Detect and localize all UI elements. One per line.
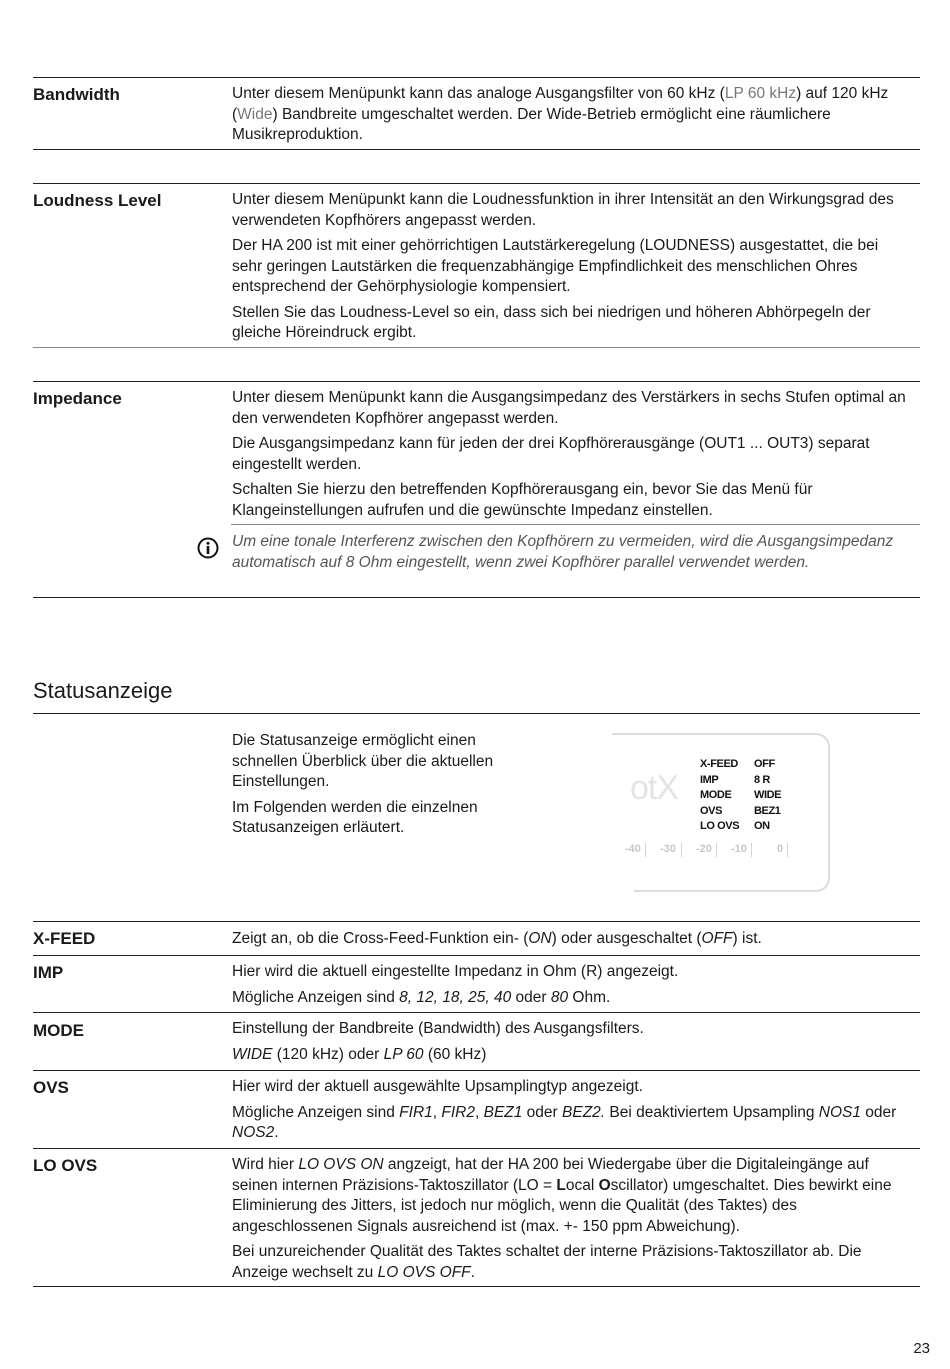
impedance-note: Um eine tonale Interferenz zwischen den Kopfhörern zu vermeiden, wird die Ausgangsimpedanz automatisch auf 8 Ohm eingestellt, wenn zwei Kopfhörer parallel verwendet werden. [232,533,894,571]
status-description-mode: Einstellung der Bandbreite (Bandwidth) des Ausgangsfilters. WIDE (120 kHz) oder LP 60 (60 kHz) [232,1020,644,1063]
display-scale-tick [645,843,646,857]
display-scale-tick [681,843,682,857]
divider [33,1286,920,1287]
display-scale-tick [716,843,717,857]
divider [33,1148,920,1149]
display-scale-tick [787,843,788,857]
display-value: OFF [754,758,775,770]
divider [33,955,920,956]
display-label: MODE [700,789,732,801]
setting-description-loudness: Unter diesem Menüpunkt kann die Loudnessfunktion in ihrer Intensität an den Wirkungsgrad des verwendeten Kopfhörers angepasst werden. Der HA 200 ist mit einer gehörrichtigen Lautstärkeregelung (LOUDNESS) ausgestattet, die bei sehr geringen Lautstärken die frequenzabhängige Empfindlichkeit des menschlichen Ohres entsprechend der Gehörphysiologie kompensiert. Stellen Sie das Loudness-Level so ein, dass sich bei niedrigen und höheren Abhörpegeln der gleiche Höreindruck ergibt. [232,191,894,341]
divider [33,1012,920,1013]
info-icon [197,537,219,559]
status-description-imp: Hier wird die aktuell eingestellte Impedanz in Ohm (R) angezeigt. Mögliche Anzeigen sind 8, 12, 18, 25, 40 oder 80 Ohm. [232,963,679,1006]
display-label: LO OVS [700,820,740,832]
divider [33,1070,920,1071]
status-label-loovs: LO OVS [33,1156,98,1175]
setting-label-bandwidth: Bandwidth [33,85,120,104]
display-label: X-FEED [700,758,738,770]
display-scale-label: -40 [625,843,641,855]
divider [33,183,920,184]
page-number: 23 [913,1340,930,1357]
divider [33,713,920,714]
divider [33,921,920,922]
status-description-xfeed: Zeigt an, ob die Cross-Feed-Funktion ein- (ON) oder ausgeschaltet (OFF) ist. [232,930,762,947]
setting-description-impedance: Unter diesem Menüpunkt kann die Ausgangsimpedanz des Verstärkers in sechs Stufen optimal an den verwendeten Kopfhörer angepasst werden. Die Ausgangsimpedanz kann für jeden der drei Kopfhörerausgänge (OUT1 ... OUT3) separat eingestellt werden. Schalten Sie hierzu den betreffenden Kopfhörerausgang ein, bevor Sie das Menü für Klangeinstellungen aufrufen und die gewünschte Impedanz einstellen. [232,389,906,519]
status-label-mode: MODE [33,1021,84,1040]
display-scale-label: -20 [696,843,712,855]
divider [33,597,920,598]
section-heading: Statusanzeige [33,678,173,703]
setting-label-loudness: Loudness Level [33,191,162,210]
status-label-xfeed: X-FEED [33,929,96,948]
status-label-imp: IMP [33,963,64,982]
divider [231,524,920,525]
display-value: ON [754,820,770,832]
display-logo-text: otX [630,769,679,807]
status-intro: Die Statusanzeige ermöglicht einen schnellen Überblick über die aktuellen Einstellungen. Im Folgenden werden die einzelnen Statusanzeigen erläutert. [232,732,494,836]
display-label: OVS [700,804,723,817]
display-value: BEZ1 [754,804,781,817]
divider [33,381,920,382]
display-scale-label: 0 [777,843,784,855]
display-value-list [754,757,781,835]
setting-label-impedance: Impedance [33,389,122,408]
status-description-loovs: Wird hier LO OVS ON angzeigt, hat der HA 200 bei Wiedergabe über die Digitaleingänge auf seinen internen Präzisions-Taktoszillator (LO = Local Oscillator) umgeschaltet. Dies bewirkt eine Eliminierung des Jitters, ist jedoch nur möglich, wenn die Qualität (des Taktes) des angeschlossenen Signals ausreichend ist (max. +- 150 ppm Abweichung). Bei unzureichender Qualität des Taktes schaltet der interne Präzisions-Taktoszillator ab. Die Anzeige wechselt zu LO OVS OFF. [232,1156,892,1281]
display-scale-label: -10 [731,843,747,855]
display-scale-tick [751,843,752,857]
display-label: IMP [700,773,719,786]
status-label-ovs: OVS [33,1078,69,1097]
display-value: 8 R [754,773,770,786]
display-label-list [700,757,739,835]
status-display-illustration [612,733,830,890]
setting-description-bandwidth: Unter diesem Menüpunkt kann das analoge Ausgangsfilter von 60 kHz (LP 60 kHz) auf 120 kHz (Wide) Bandbreite umgeschaltet werden. Der Wide-Betrieb ermöglicht eine räumlichere Musikreproduktion. [232,85,889,143]
status-description-ovs: Hier wird der aktuell ausgewählte Upsamplingtyp angezeigt. Mögliche Anzeigen sind FIR1, FIR2, BEZ1 oder BEZ2. Bei deaktiviertem Upsampling NOS1 oder NOS2. [232,1078,897,1141]
divider [33,347,920,348]
display-scale-label: -30 [660,843,676,855]
display-value: WIDE [754,789,782,801]
divider [33,77,920,78]
divider [33,149,920,150]
